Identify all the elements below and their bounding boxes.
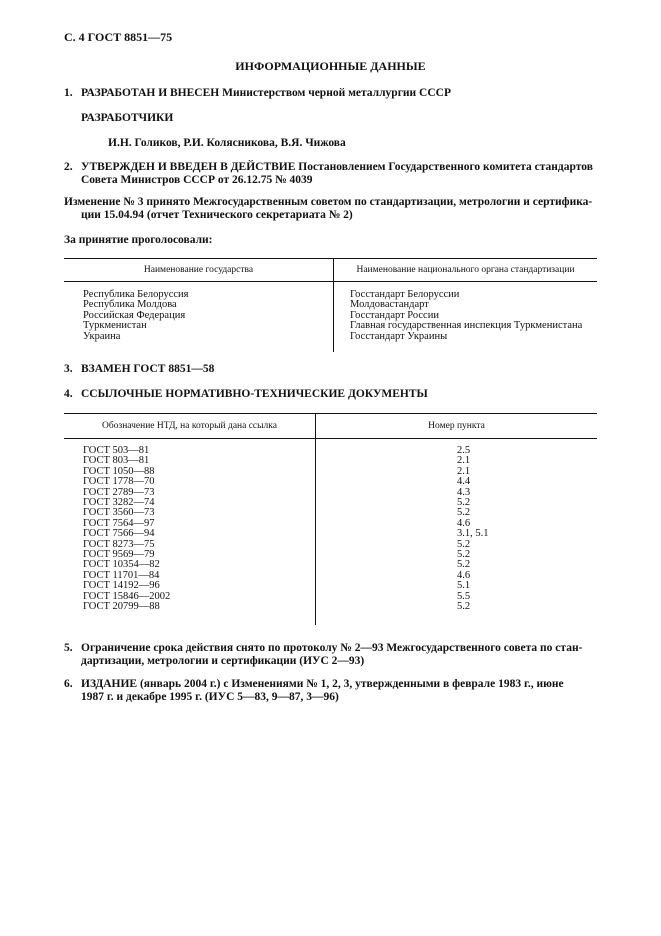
refs-row-clause: 4.6 [457, 569, 471, 581]
refs-row-doc: ГОСТ 1050—88 [83, 465, 155, 477]
refs-row-doc: ГОСТ 8273—75 [83, 538, 155, 550]
developers-label: РАЗРАБОТЧИКИ [81, 112, 174, 124]
refs-row-doc: ГОСТ 11701—84 [83, 569, 160, 581]
states-row-body: Госстандарт Белоруссии [350, 289, 460, 300]
voted-label: За принятие проголосовали: [64, 234, 213, 246]
states-row-state: Туркменистан [83, 320, 147, 332]
refs-row-clause: 4.4 [457, 476, 471, 488]
refs-row-clause: 4.6 [457, 517, 471, 529]
item-3: 3. ВЗАМЕН ГОСТ 8851—58 [64, 363, 215, 375]
developers-names: И.Н. Голиков, Р.И. Колясникова, В.Я. Чижова [108, 137, 346, 149]
states-row-state: Украина [83, 330, 121, 342]
states-col-state [83, 290, 189, 342]
states-table-top-rule [64, 258, 597, 259]
info-heading: ИНФОРМАЦИОННЫЕ ДАННЫЕ [235, 59, 426, 73]
refs-row-doc: ГОСТ 14192—96 [83, 580, 160, 592]
states-row-body: Молдовастандарт [350, 299, 429, 311]
refs-row-doc: ГОСТ 7566—94 [83, 528, 155, 540]
states-row-body: Госстандарт Украины [350, 330, 448, 342]
refs-row-clause: 2.1 [457, 455, 471, 467]
refs-row-clause: 5.2 [457, 507, 471, 519]
refs-row-doc: ГОСТ 503—81 [83, 445, 150, 456]
refs-row-doc: ГОСТ 803—81 [83, 455, 150, 467]
refs-row-doc: ГОСТ 3560—73 [83, 507, 155, 519]
item-5-line2: дартизации, метрологии и сертификации (ИУС 2—93) [81, 655, 365, 667]
states-row-body: Госстандарт России [350, 309, 439, 321]
refs-row-doc: ГОСТ 20799—88 [83, 601, 160, 613]
refs-header-doc: Обозначение НТД, на который дана ссылка [102, 421, 277, 431]
refs-row-clause: 4.3 [457, 486, 471, 498]
item-4: 4. ССЫЛОЧНЫЕ НОРМАТИВНО-ТЕХНИЧЕСКИЕ ДОКУМЕНТЫ [64, 388, 428, 400]
refs-table-divider [315, 413, 316, 625]
item-2-line2: Совета Министров СССР от 26.12.75 № 4039 [81, 174, 313, 186]
states-row-state: Республика Молдова [83, 299, 177, 311]
amendment-line2: ции 15.04.94 (отчет Технического секретариата № 2) [81, 209, 353, 221]
states-header-state: Наименование государства [143, 265, 254, 275]
refs-row-clause: 2.1 [457, 465, 471, 477]
refs-row-clause: 5.2 [457, 538, 471, 550]
states-col-body [350, 290, 582, 342]
refs-row-clause: 5.2 [457, 549, 471, 561]
item-5: 5. Ограничение срока действия снято по протоколу № 2—93 Межгосударственного совета по стан- [64, 642, 583, 654]
refs-col-doc [83, 446, 170, 613]
refs-row-clause: 5.2 [457, 559, 471, 571]
page-header: С. 4 ГОСТ 8851—75 [64, 30, 173, 44]
refs-row-doc: ГОСТ 9569—79 [83, 549, 155, 561]
refs-header-clause: Номер пункта [428, 421, 485, 431]
refs-row-clause: 5.1 [457, 580, 471, 592]
states-row-state: Республика Белоруссия [83, 289, 189, 300]
refs-row-clause: 2.5 [457, 445, 471, 456]
refs-row-clause: 5.2 [457, 497, 471, 509]
refs-row-doc: ГОСТ 1778—70 [83, 476, 155, 488]
states-row-body: Главная государственная инспекция Туркменистана [350, 320, 583, 332]
states-table-header-rule [64, 281, 597, 282]
refs-row-doc: ГОСТ 3282—74 [83, 497, 155, 509]
amendment-line1: Изменение № 3 принято Межгосударственным советом по стандартизации, метрологии и сертифика- [64, 196, 593, 208]
refs-row-clause: 5.2 [457, 601, 471, 613]
refs-row-clause: 5.5 [457, 590, 471, 602]
refs-table-top-rule [64, 413, 597, 414]
states-row-state: Российская Федерация [83, 309, 186, 321]
states-header-body: Наименование национального органа стандартизации [356, 265, 575, 275]
refs-row-clause: 3.1, 5.1 [457, 528, 489, 540]
item-6-line2: 1987 г. и декабре 1995 г. (ИУС 5—83, 9—87, 3—96) [81, 691, 339, 703]
item-2: 2. УТВЕРЖДЕН И ВВЕДЕН В ДЕЙСТВИЕ Постановлением Государственного комитета стандартов [64, 161, 593, 173]
refs-row-doc: ГОСТ 15846—2002 [83, 590, 171, 602]
item-6: 6. ИЗДАНИЕ (январь 2004 г.) с Изменениями № 1, 2, 3, утвержденными в феврале 1983 г., июне [64, 678, 564, 690]
refs-row-doc: ГОСТ 10354—82 [83, 559, 160, 571]
refs-col-clause [457, 446, 489, 613]
item-1: 1. РАЗРАБОТАН И ВНЕСЕН Министерством черной металлургии СССР [64, 87, 451, 99]
refs-row-doc: ГОСТ 2789—73 [83, 486, 155, 498]
refs-table-header-rule [64, 438, 597, 439]
refs-row-doc: ГОСТ 7564—97 [83, 517, 155, 529]
